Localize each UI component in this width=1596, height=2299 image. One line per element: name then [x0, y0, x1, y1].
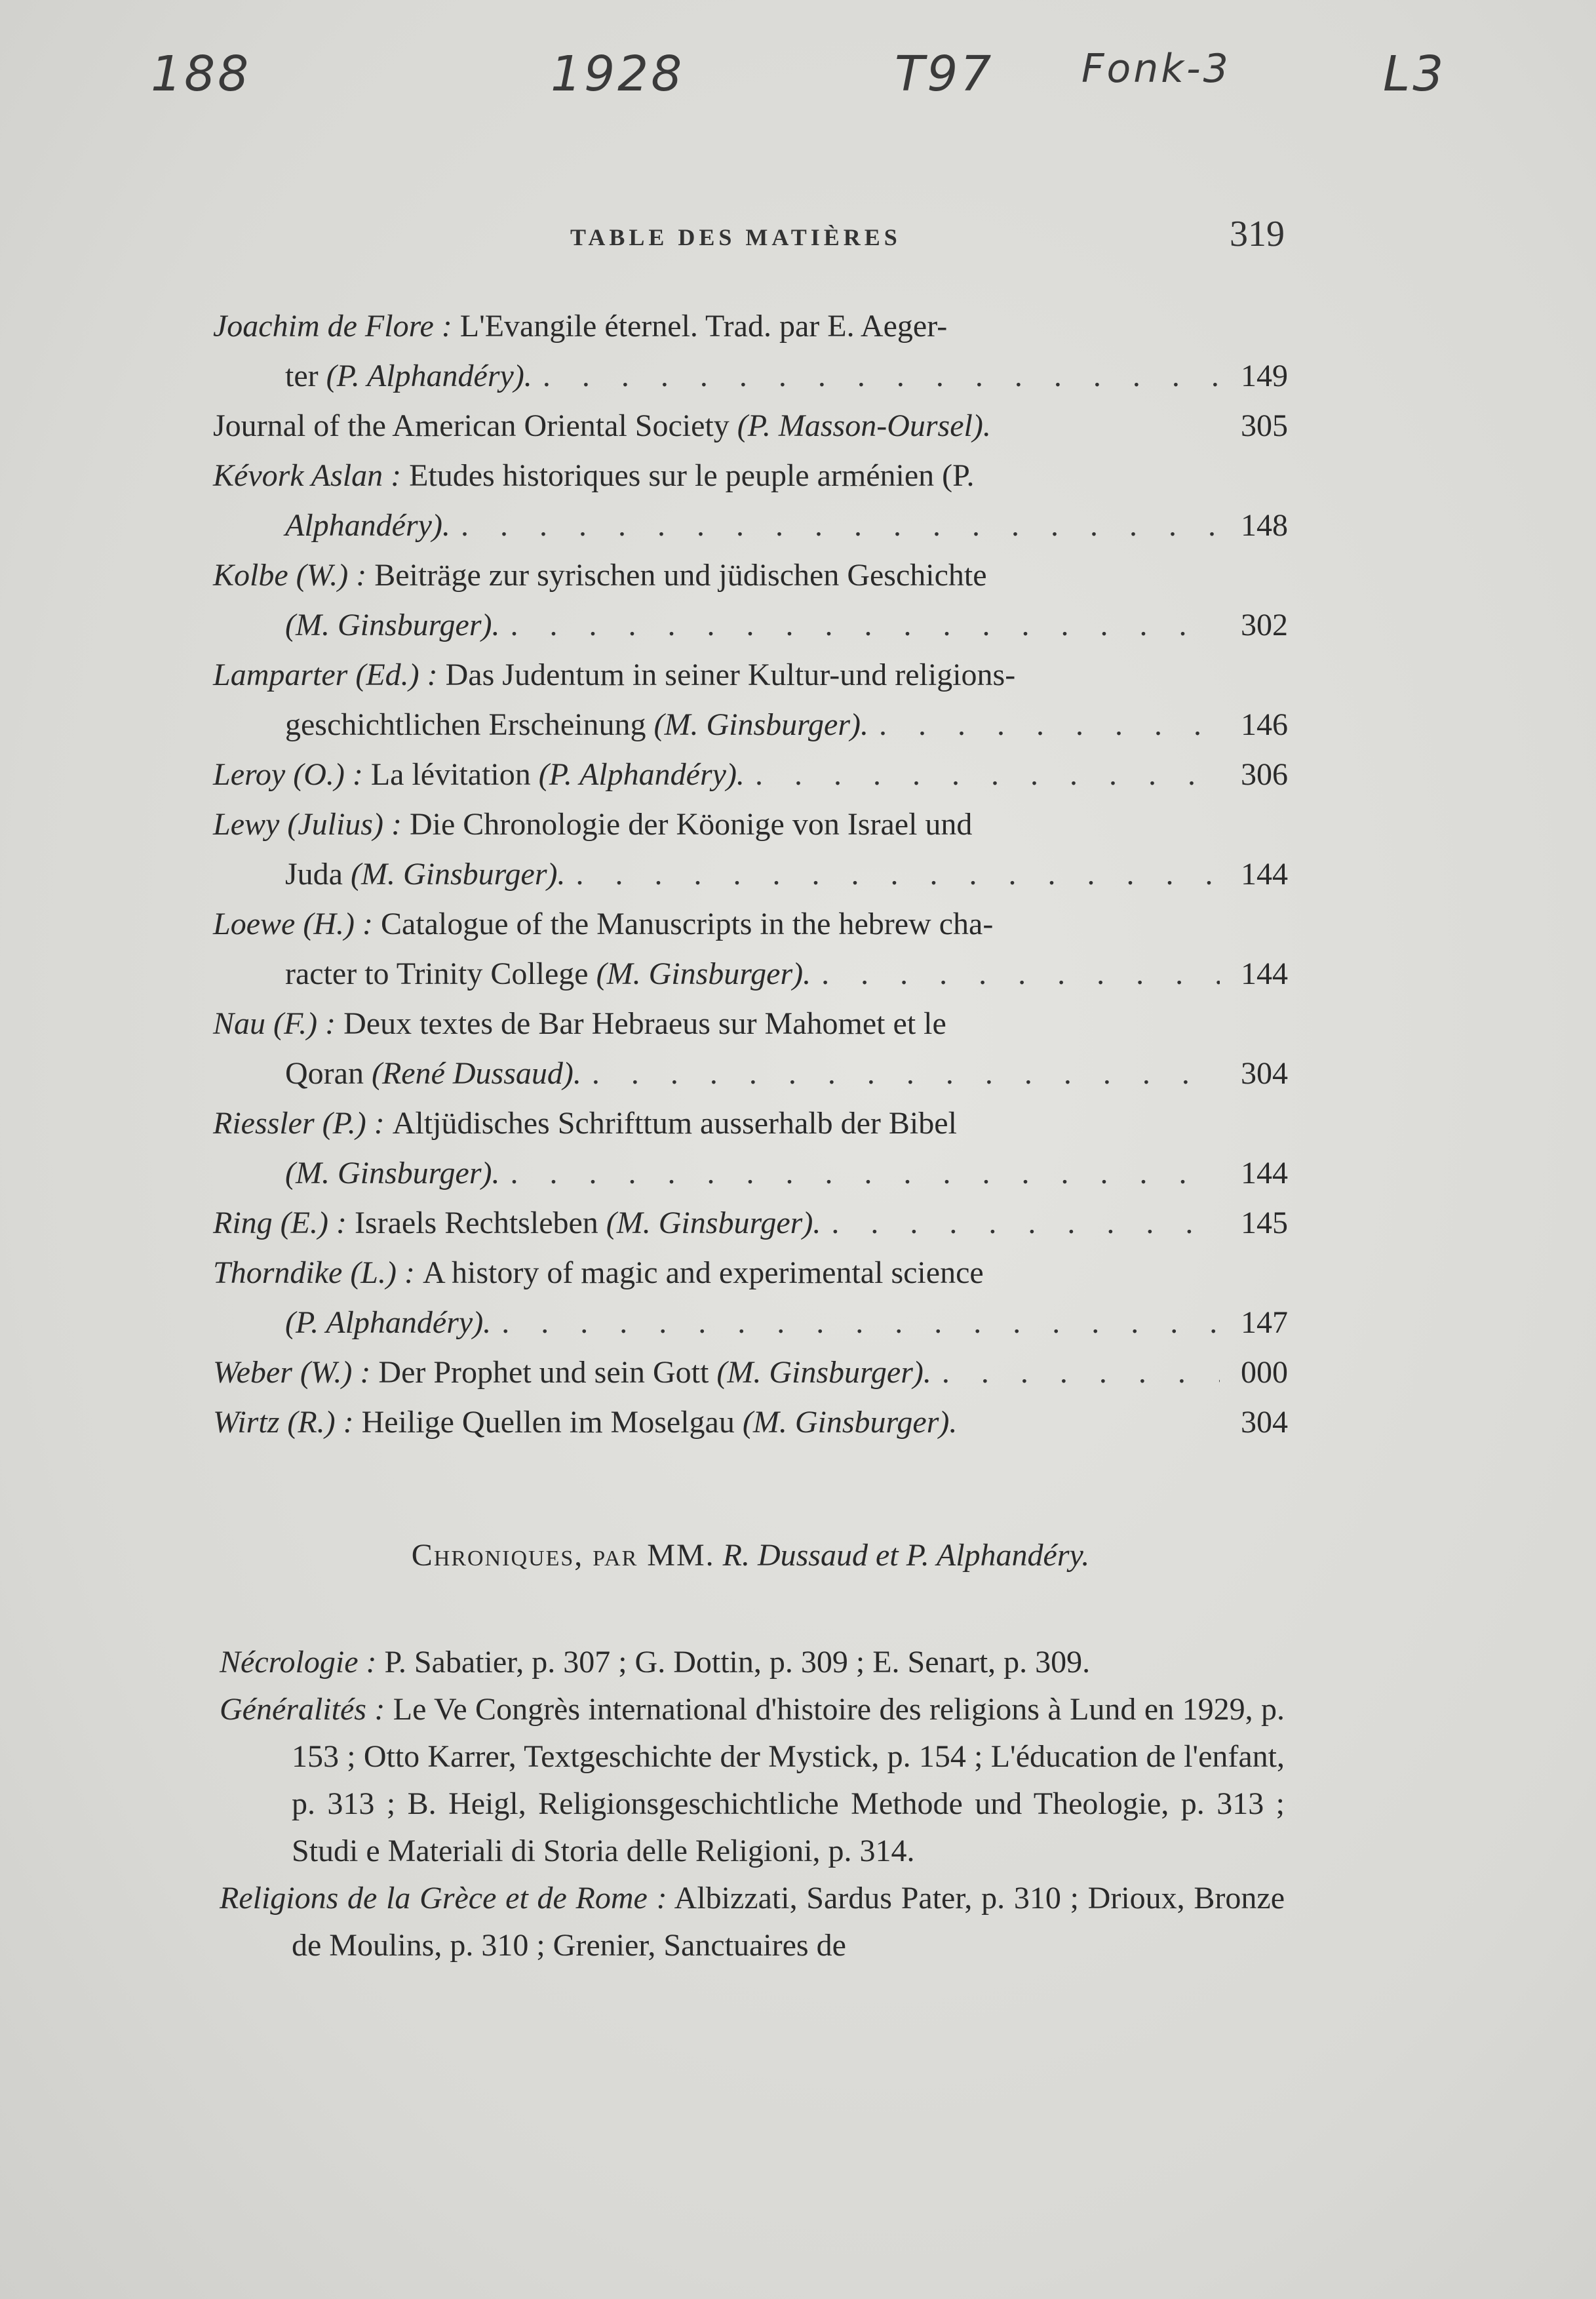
entry-page: 146 [1241, 707, 1288, 742]
entry-title: A history of magic and experimental science [422, 1255, 984, 1290]
entry-title: Beiträge zur syrischen und jüdischen Geschichte [374, 558, 987, 593]
entry-reviewer: (M. Ginsburger). [742, 1405, 958, 1440]
entry-title: Das Judentum in seiner Kultur-und religions- [445, 658, 1016, 692]
entry-page: 144 [1241, 857, 1288, 892]
toc-entry [213, 1348, 1288, 1398]
entry-title: Altjüdisches Schrifttum ausserhalb der Bibel [392, 1106, 957, 1141]
chronique-label: Nécrologie : [220, 1645, 377, 1680]
toc-entry [213, 899, 1288, 999]
handwritten-note: L3 [1383, 46, 1447, 102]
entry-page: 149 [1241, 359, 1288, 393]
handwritten-note: T97 [895, 46, 994, 102]
leader-dots [821, 1198, 1220, 1248]
entry-page: 144 [1241, 1156, 1288, 1190]
entry-author: Lewy (Julius) : [213, 807, 402, 842]
entry-title: Etudes historiques sur le peuple arménien (P. [409, 458, 975, 493]
chronique-text: P. Sabatier, p. 307 ; G. Dottin, p. 309 ; E. Senart, p. 309. [384, 1645, 1091, 1680]
leader-dots [931, 1348, 1220, 1398]
toc-entry [213, 1099, 1288, 1198]
table-of-contents [213, 302, 1288, 1447]
entry-author: Riessler (P.) : [213, 1106, 385, 1141]
entry-title-cont: Juda [285, 857, 343, 892]
entry-title-cont: Qoran [285, 1056, 364, 1091]
entry-page: 304 [1241, 1056, 1288, 1091]
entry-page: 305 [1241, 408, 1288, 443]
entry-author: Ring (E.) : [213, 1206, 347, 1240]
entry-page: 000 [1241, 1355, 1288, 1390]
entry-reviewer: (René Dussaud). [371, 1056, 581, 1091]
entry-reviewer: (P. Masson-Oursel). [737, 408, 991, 443]
entry-author: Wirtz (R.) : [213, 1405, 354, 1440]
chronique-paragraph [220, 1875, 1285, 1969]
toc-entry [213, 650, 1288, 750]
entry-author: Lamparter (Ed.) : [213, 658, 438, 692]
entry-page: 302 [1241, 608, 1288, 642]
toc-entry [213, 1248, 1288, 1348]
entry-title: Journal of the American Oriental Society [213, 408, 730, 443]
chronique-paragraph [220, 1639, 1285, 1686]
leader-dots [811, 949, 1220, 999]
leader-dots [450, 501, 1220, 551]
leader-dots [532, 351, 1220, 401]
leader-dots [500, 600, 1220, 650]
leader-dots [566, 850, 1220, 899]
entry-author: Thorndike (L.) : [213, 1255, 415, 1290]
header-title: TABLE DES MATIÈRES [570, 224, 901, 250]
toc-entry [213, 1198, 1288, 1248]
toc-entry [213, 451, 1288, 551]
entry-title-cont: racter to Trinity College [285, 956, 589, 991]
entry-page: 304 [1241, 1405, 1288, 1440]
entry-reviewer: (M. Ginsburger). [606, 1206, 821, 1240]
entry-author: Weber (W.) : [213, 1355, 371, 1390]
entry-page: 148 [1241, 508, 1288, 543]
chronique-label: Religions de la Grèce et de Rome : [220, 1881, 667, 1916]
toc-entry [213, 302, 1288, 401]
handwritten-note: 188 [151, 46, 252, 102]
toc-entry [213, 401, 1288, 451]
entry-title: Die Chronologie der Köonige von Israel und [409, 807, 973, 842]
entry-reviewer: (M. Ginsburger). [285, 1156, 500, 1190]
entry-title: Catalogue of the Manuscripts in the hebrew cha- [380, 907, 994, 941]
entry-reviewer: (M. Ginsburger). [716, 1355, 931, 1390]
page-number: 319 [1230, 214, 1285, 254]
entry-page: 306 [1241, 757, 1288, 792]
chronique-paragraph [220, 1686, 1285, 1875]
entry-page: 147 [1241, 1305, 1288, 1340]
toc-entry [213, 551, 1288, 650]
handwritten-note: Fonk-3 [1081, 46, 1231, 92]
toc-entry [213, 750, 1288, 800]
chroniques-body [220, 1639, 1285, 1969]
entry-title: Israels Rechtsleben [354, 1206, 598, 1240]
entry-page: 145 [1241, 1206, 1288, 1240]
chronique-text: Albizzati, Sardus Pater, p. 310 ; Drioux, Bronze de Moulins, p. 310 ; Grenier, Sanctuaires de [292, 1881, 1285, 1963]
chronique-text: Le Ve Congrès international d'histoire des religions à Lund en 1929, p. 153 ; Otto Karrer, Textgeschichte der Mystick, p. 154 ; L'éducation de l'enfant, p. 313 ; B. Heigl, Religionsgeschichtliche Methode und Theologie, p. 313 ; Studi e Materiali di Storia delle Religioni, p. 314. [292, 1692, 1285, 1868]
entry-reviewer: (P. Alphandéry). [285, 1305, 492, 1340]
toc-entry [213, 800, 1288, 899]
leader-dots [581, 1049, 1220, 1099]
entry-reviewer: (P. Alphandéry). [326, 359, 532, 393]
entry-title: La lévitation [370, 757, 531, 792]
entry-reviewer: (M. Ginsburger). [653, 707, 868, 742]
leader-dots [491, 1298, 1220, 1348]
chroniques-heading [216, 1537, 1285, 1573]
chroniques-authors: R. Dussaud et P. Alphandéry. [722, 1538, 1090, 1573]
toc-entry [213, 999, 1288, 1099]
entry-title-cont: geschichtlichen Erscheinung [285, 707, 646, 742]
entry-title-cont: ter [285, 359, 319, 393]
entry-author: Kolbe (W.) : [213, 558, 367, 593]
running-header [216, 213, 1285, 265]
entry-title: Heilige Quellen im Moselgau [361, 1405, 735, 1440]
entry-page: 144 [1241, 956, 1288, 991]
leader-dots [500, 1149, 1220, 1198]
toc-entry [213, 1398, 1288, 1447]
entry-author: Loewe (H.) : [213, 907, 373, 941]
entry-reviewer: Alphandéry). [285, 508, 450, 543]
leader-dots [868, 700, 1220, 750]
entry-title: L'Evangile éternel. Trad. par E. Aeger- [459, 309, 948, 344]
entry-title: Der Prophet und sein Gott [378, 1355, 709, 1390]
entry-author: Leroy (O.) : [213, 757, 363, 792]
chronique-label: Généralités : [220, 1692, 385, 1727]
entry-author: Kévork Aslan : [213, 458, 402, 493]
entry-author: Joachim de Flore : [213, 309, 452, 344]
entry-reviewer: (M. Ginsburger). [350, 857, 566, 892]
entry-author: Nau (F.) : [213, 1006, 336, 1041]
chroniques-label: Chroniques, par MM. [411, 1538, 715, 1573]
handwritten-note: 1928 [551, 46, 685, 102]
leader-dots [745, 750, 1220, 800]
entry-reviewer: (M. Ginsburger). [596, 956, 811, 991]
entry-title: Deux textes de Bar Hebraeus sur Mahomet et le [343, 1006, 946, 1041]
entry-reviewer: (P. Alphandéry). [538, 757, 745, 792]
entry-reviewer: (M. Ginsburger). [285, 608, 500, 642]
